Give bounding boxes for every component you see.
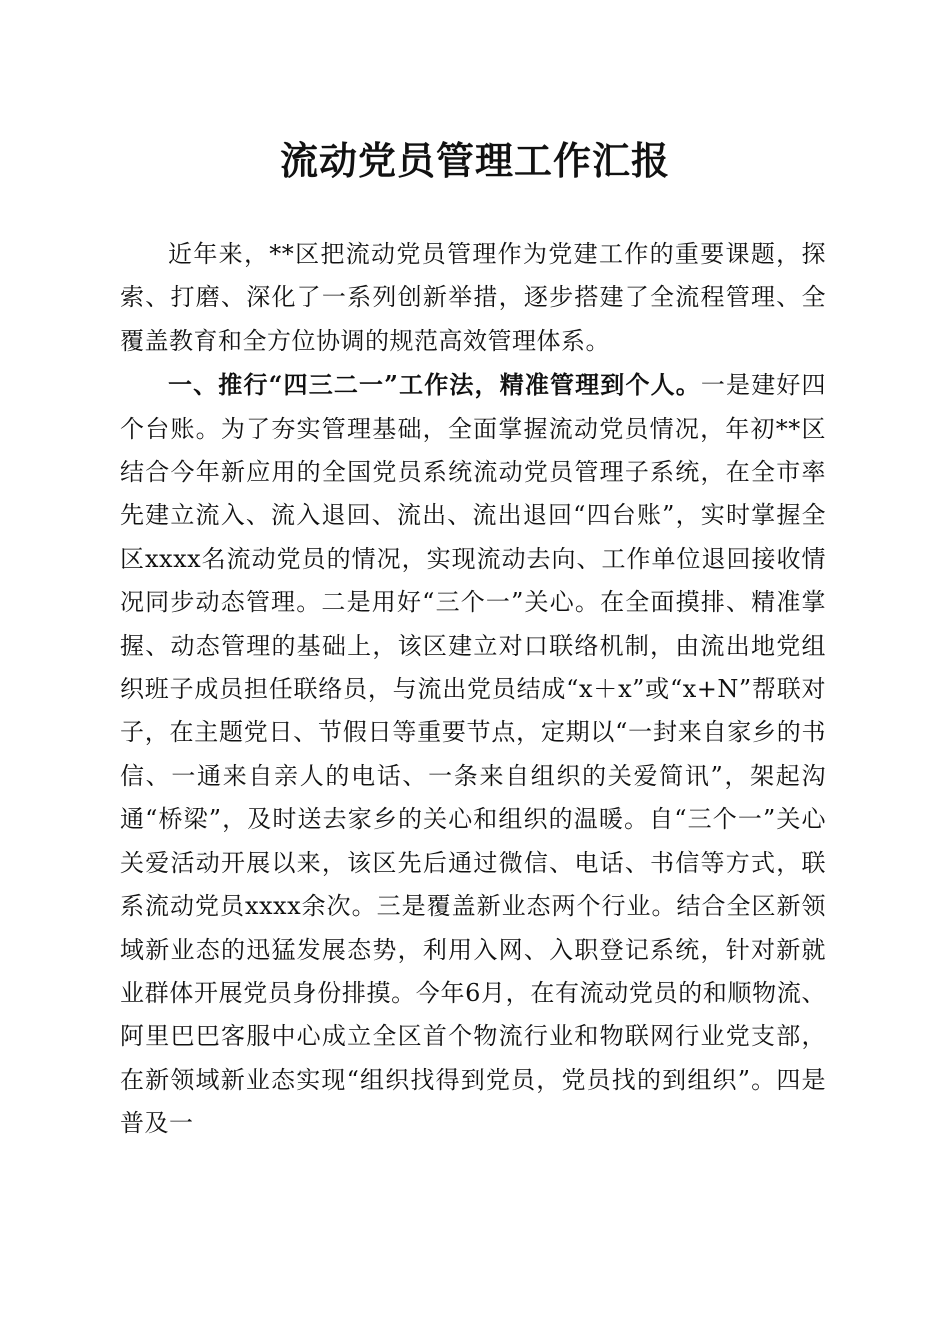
- section-1-paragraph: [120, 363, 826, 1145]
- section-1-heading: 一、推行“四三二一”工作法，精准管理到个人。: [168, 370, 701, 400]
- document-body: [120, 233, 826, 1146]
- section-1-body: 一是建好四个台账。为了夯实管理基础，全面掌握流动党员情况，年初**区结合今年新应用的全国党员系统流动党员管理子系统，在全市率先建立流入、流入退回、流出、流出退回“四台账”，实时掌握全区xxxx名流动党员的情况，实现流动去向、工作单位退回接收情况同步动态管理。二是用好“三个一”关心。在全面摸排、精准掌握、动态管理的基础上，该区建立对口联络机制，由流出地党组织班子成员担任联络员，与流出党员结成“x＋x”或“x+N”帮联对子，在主题党日、节假日等重要节点，定期以“一封来自家乡的书信、一通来自亲人的电话、一条来自组织的关爱简讯”，架起沟通“桥梁”，及时送去家乡的关心和组织的温暖。自“三个一”关心关爱活动开展以来，该区先后通过微信、电话、书信等方式，联系流动党员xxxx余次。三是覆盖新业态两个行业。结合全区新领域新业态的迅猛发展态势，利用入网、入职登记系统，针对新就业群体开展党员身份排摸。今年6月，在有流动党员的和顺物流、阿里巴巴客服中心成立全区首个物流行业和物联网行业党支部，在新领域新业态实现“组织找得到党员，党员找的到组织”。四是普及一: [120, 371, 827, 1138]
- intro-paragraph: 近年来，**区把流动党员管理作为党建工作的重要课题，探索、打磨、深化了一系列创新举措，逐步搭建了全流程管理、全覆盖教育和全方位协调的规范高效管理体系。: [120, 240, 826, 355]
- document-title: 流动党员管理工作汇报: [279, 138, 670, 183]
